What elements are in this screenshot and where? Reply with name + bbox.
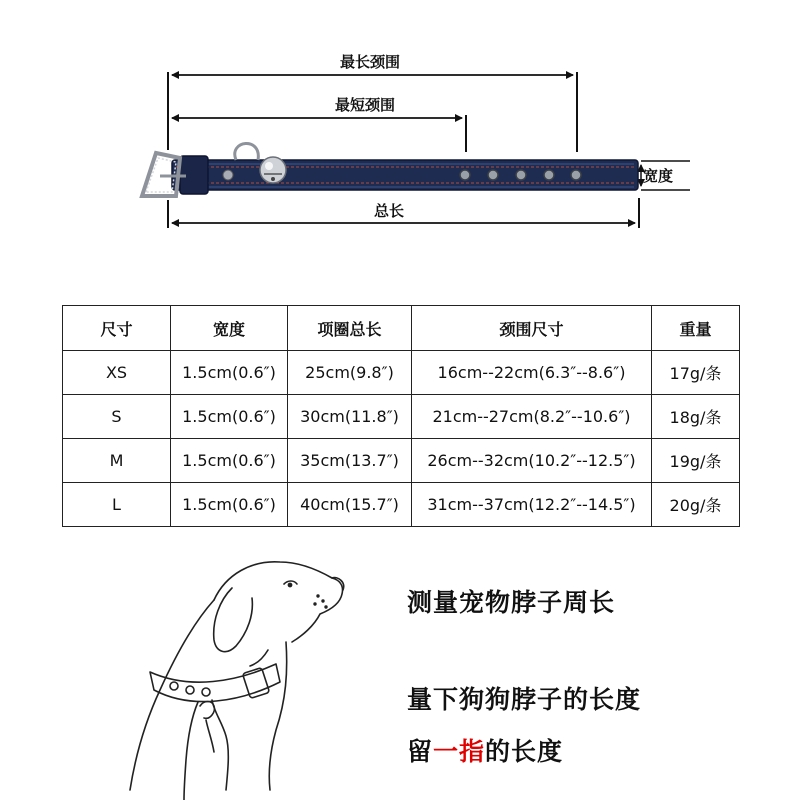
table-header-row [63, 306, 740, 351]
table-row [63, 483, 740, 527]
header-cell: 项圈总长 [288, 306, 412, 351]
table-row [63, 351, 740, 395]
weight-cell: 18g/条 [652, 395, 740, 439]
header-cell: 颈围尺寸 [412, 306, 652, 351]
total-length-label: 总长 [371, 202, 407, 220]
note-one-finger-suffix: 的长度 [485, 737, 564, 766]
max-neck-label: 最长颈围 [337, 53, 403, 71]
size-cell: XS [63, 351, 171, 395]
length-cell: 35cm(13.7″) [288, 439, 412, 483]
header-cell: 尺寸 [63, 306, 171, 351]
dog-illustration [130, 562, 344, 800]
note-measure-neck: 测量宠物脖子周长 [407, 588, 616, 617]
length-cell: 25cm(9.8″) [288, 351, 412, 395]
weight-cell: 20g/条 [652, 483, 740, 527]
weight-cell: 17g/条 [652, 351, 740, 395]
width-cell: 1.5cm(0.6″) [171, 395, 288, 439]
collar-rivet [223, 170, 233, 180]
d-ring [235, 143, 259, 160]
bell-icon [260, 157, 286, 183]
neck-range-cell: 21cm--27cm(8.2″--10.6″) [412, 395, 652, 439]
neck-range-cell: 31cm--37cm(12.2″--14.5″) [412, 483, 652, 527]
width-cell: 1.5cm(0.6″) [171, 351, 288, 395]
table-row [63, 395, 740, 439]
size-cell: S [63, 395, 171, 439]
header-cell: 宽度 [171, 306, 288, 351]
neck-range-cell: 26cm--32cm(10.2″--12.5″) [412, 439, 652, 483]
neck-range-cell: 16cm--22cm(6.3″--8.6″) [412, 351, 652, 395]
note-measure-length: 量下狗狗脖子的长度 [407, 685, 642, 714]
size-table [62, 305, 740, 527]
collar-strap [172, 160, 638, 190]
table-row [63, 439, 740, 483]
weight-cell: 19g/条 [652, 439, 740, 483]
note-one-finger-accent: 一指 [433, 737, 486, 766]
note-one-finger [407, 732, 563, 768]
length-cell: 30cm(11.8″) [288, 395, 412, 439]
width-cell: 1.5cm(0.6″) [171, 439, 288, 483]
width-label: 宽度 [643, 167, 674, 185]
size-cell: M [63, 439, 171, 483]
size-cell: L [63, 483, 171, 527]
length-cell: 40cm(15.7″) [288, 483, 412, 527]
width-cell: 1.5cm(0.6″) [171, 483, 288, 527]
header-cell: 重量 [652, 306, 740, 351]
min-neck-label: 最短颈围 [332, 96, 398, 114]
note-one-finger-prefix: 留 [407, 737, 434, 766]
